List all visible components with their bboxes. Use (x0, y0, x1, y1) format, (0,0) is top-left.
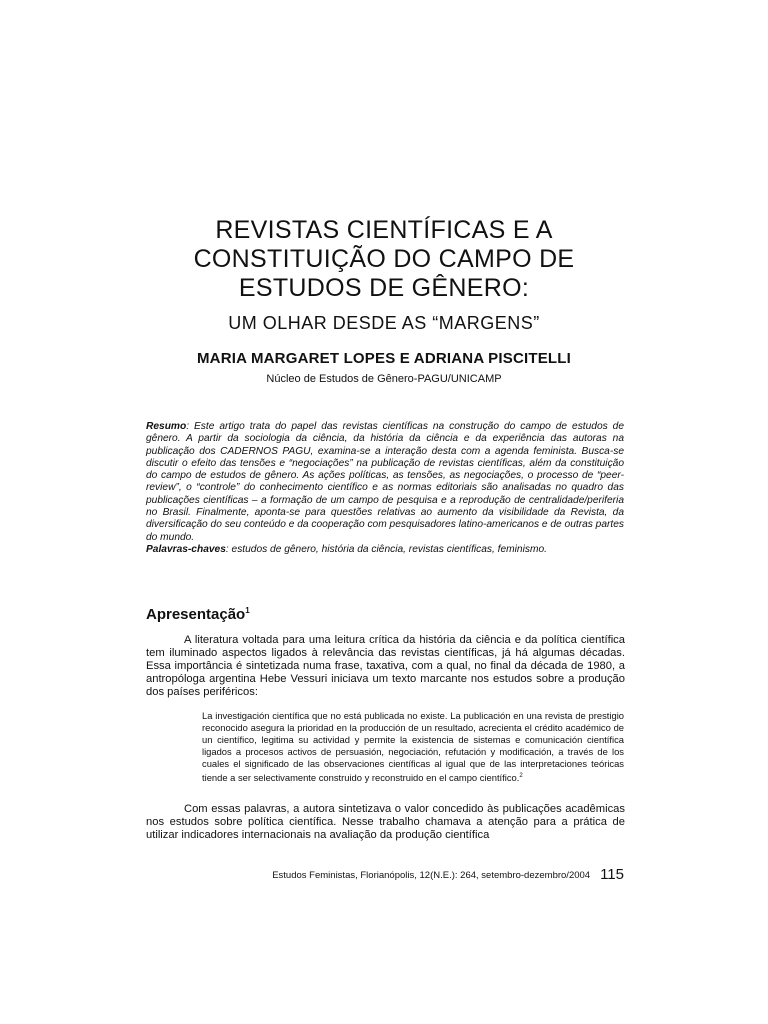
authors: MARIA MARGARET LOPES E ADRIANA PISCITELLI (196, 350, 572, 367)
abstract-label: Resumo (146, 421, 187, 432)
journal-citation: Estudos Feministas, Florianópolis, 12(N.E.): 264, setembro-dezembro/2004 (272, 870, 591, 881)
keywords-label: Palavras-chaves (146, 543, 226, 555)
abstract-text: : Este artigo trata do papel das revistas científicas na construção do campo de estudos de gênero. A partir da sociologia da ciência, da história da ciência e da experiência das autoras na publicação dos CADERNOS PAGU, examina-se a interação desta com a agenda feminista. Busca-se discutir o efeito das tensões e “negociações” na publicação de revistas científicas, além da constituição do campo de estudos de gênero. As ações políticas, as tensões, as negociações, o processo de “peer-review”, o “controle” do conhecimento científico e as normas editoriais são analisadas no quadro das publicações científicas – a formação de um campo de pesquisa e a reprodução de centralidade/periferia no Brasil. Finalmente, aponta-se para questões relativas ao aumento da visibilidade da Revista, da diversificação do seu conteúdo e da cooperação com pesquisadores latino-americanos e de outras partes do mundo. (146, 421, 624, 543)
section-heading (146, 606, 250, 623)
body-paragraph-2 (146, 803, 625, 842)
block-quote (202, 710, 624, 784)
abstract (146, 421, 624, 556)
paragraph-text: A literatura voltada para uma leitura crítica da história da ciência e da política científica tem iluminado aspectos ligados à relevância das revistas científicas, já há algumas décadas. Essa importância é sintetizada numa frase, taxativa, com a qual, no final da década de 1980, a antropóloga argentina Hebe Vessuri iniciava um texto marcante nos estudos sobre a produção dos países periféricos: (146, 634, 625, 698)
title-line-1: REVISTAS CIENTÍFICAS E A (215, 216, 553, 244)
section-footnote-marker: 1 (245, 606, 250, 615)
quote-text: La investigación científica que no está publicada no existe. La publicación en una revista de prestigio reconocido asegura la prioridad en la producción de un resultado, acrecienta el crédito académico de un científico, legitima su actividad y permite la existencia de sistemas e comunicación científica ligados a procesos activos de persuasión, negociación, refutación y modificación, a través de los cuales el significado de las observaciones científicas al igual que de las interpretaciones teóricas tiende a ser selectivamente construido y reconstruido en el campo científico. (202, 710, 624, 784)
title-line-2: CONSTITUIÇÃO DO CAMPO DE (193, 245, 575, 273)
keywords-text: : estudos de gênero, história da ciência, revistas científicas, feminismo. (225, 543, 547, 555)
page-footer (0, 866, 624, 883)
section-heading-text: Apresentação (146, 606, 246, 623)
affiliation: Núcleo de Estudos de Gênero-PAGU/UNICAMP (266, 373, 502, 385)
paragraph-text: Com essas palavras, a autora sintetizava o valor concedido às publicações acadêmicas nos estudos sobre política científica. Nesse trabalho chamava a atenção para a prática de utilizar indicadores internacionais na avaliação da produção científica (146, 803, 625, 841)
page-number: 115 (600, 866, 624, 883)
subtitle: UM OLHAR DESDE AS “MARGENS” (228, 313, 540, 333)
body-paragraph-1 (146, 634, 625, 699)
quote-footnote-marker: 2 (519, 773, 523, 779)
title-line-3: ESTUDOS DE GÊNERO: (238, 274, 530, 302)
